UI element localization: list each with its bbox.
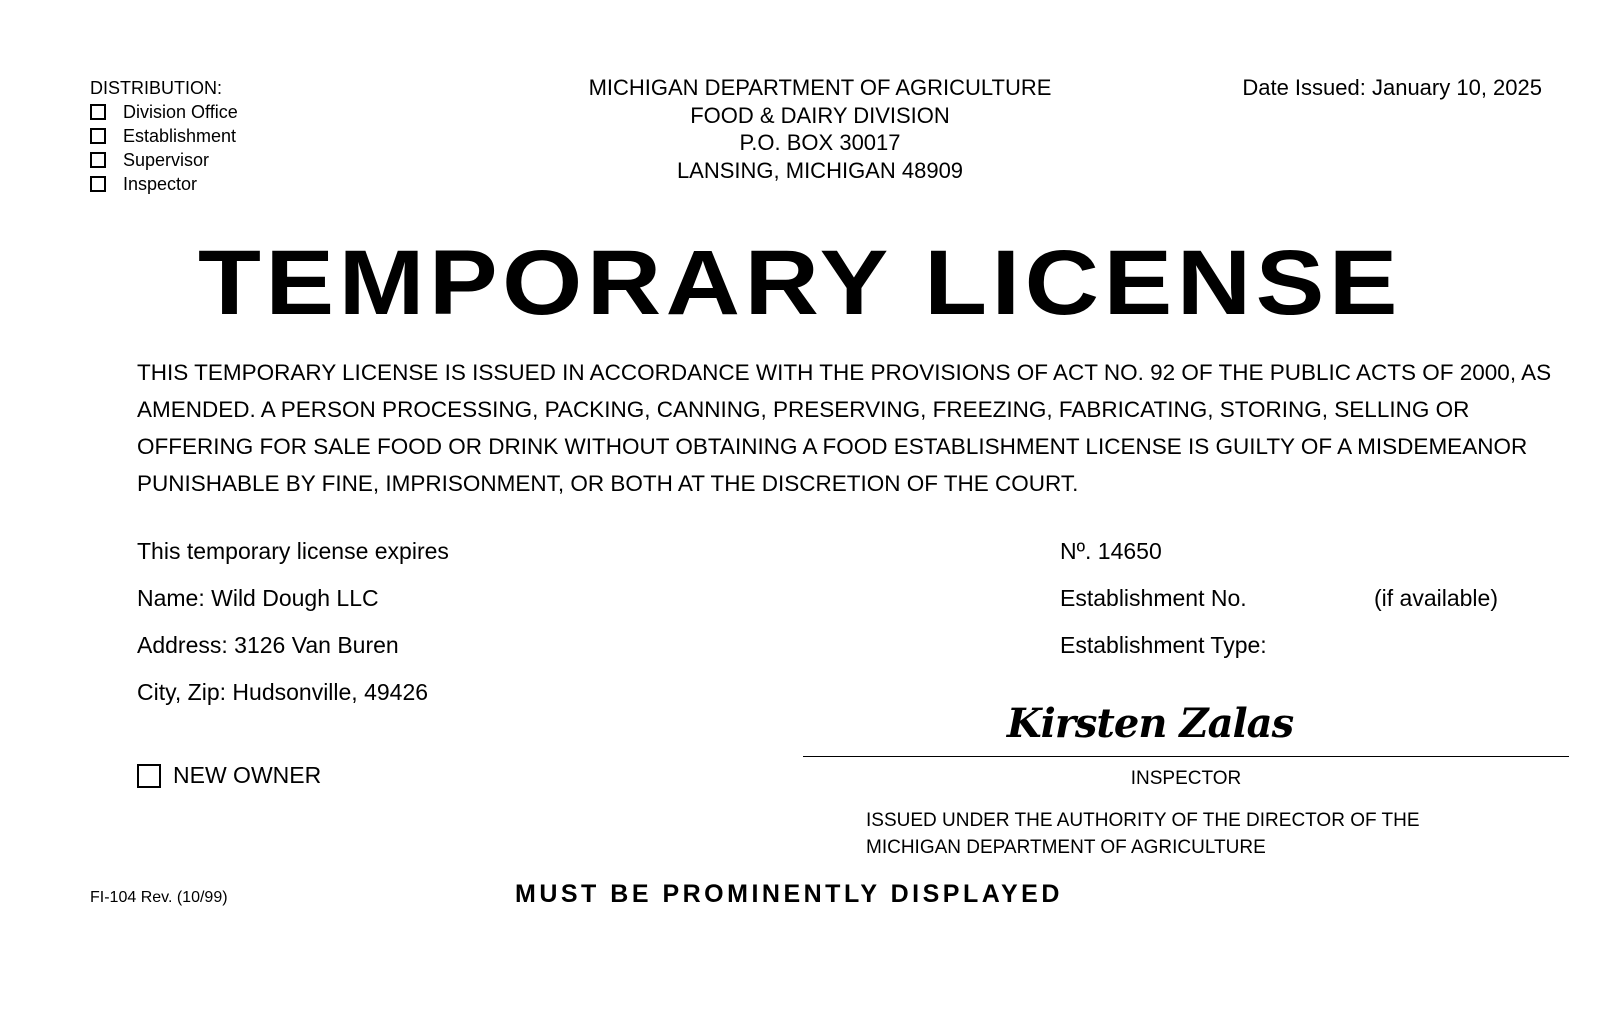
checkbox[interactable] (90, 128, 106, 144)
checkbox[interactable] (90, 104, 106, 120)
distribution-item-division-office[interactable] (90, 100, 238, 124)
distribution-item-label: Establishment (123, 126, 237, 146)
display-notice: MUST BE PROMINENTLY DISPLAYED (515, 880, 1063, 908)
header-city: LANSING, MICHIGAN 48909 (676, 157, 964, 183)
inspector-label: INSPECTOR (1130, 768, 1242, 789)
name-field: Name: Wild Dough LLC (137, 585, 379, 611)
establishment-number-field: Establishment No. (1060, 585, 1247, 611)
department-header (520, 74, 1120, 184)
authority-statement (866, 807, 1526, 861)
distribution-item-establishment[interactable] (90, 124, 238, 148)
license-number: Nº. 14650 (1060, 538, 1162, 564)
new-owner-label: NEW OWNER (173, 762, 322, 788)
license-terms: THIS TEMPORARY LICENSE IS ISSUED IN ACCORDANCE WITH THE PROVISIONS OF ACT NO. 92 OF THE PUBLIC ACTS OF 2000, AS AMENDED. A PERSON PROCESSING, PACKING, CANNING, PRESERVING, FREEZING, FABRICATING, STORING, SELLING OR OFFERING FOR SALE FOOD OR DRINK WITHOUT OBTAINING A FOOD ESTABLISHMENT LICENSE IS GUILTY OF A MISDEMEANOR PUNISHABLE BY FINE, IMPRISONMENT, OR BOTH AT THE DISCRETION OF THE COURT. (137, 360, 1552, 496)
checkbox[interactable] (90, 176, 106, 192)
distribution-item-label: Division Office (123, 102, 238, 122)
distribution-item-label: Inspector (123, 174, 198, 194)
city-zip-field: City, Zip: Hudsonville, 49426 (137, 679, 429, 705)
if-available-note: (if available) (1374, 585, 1498, 611)
header-division: FOOD & DAIRY DIVISION (690, 102, 950, 128)
document-title: TEMPORARY LICENSE (197, 232, 1402, 334)
checkbox[interactable] (90, 152, 106, 168)
signature-line (803, 756, 1569, 757)
new-owner-option[interactable] (137, 762, 321, 789)
distribution-item-inspector[interactable] (90, 172, 238, 196)
date-issued: Date Issued: January 10, 2025 (1242, 75, 1542, 100)
new-owner-checkbox[interactable] (137, 764, 161, 788)
header-department: MICHIGAN DEPARTMENT OF AGRICULTURE (588, 75, 1052, 100)
distribution-item-supervisor[interactable] (90, 148, 238, 172)
address-field: Address: 3126 Van Buren (137, 632, 399, 658)
distribution-item-label: Supervisor (123, 150, 210, 170)
establishment-type-field: Establishment Type: (1060, 632, 1267, 658)
header-po-box: P.O. BOX 30017 (739, 130, 901, 155)
expiration-field: This temporary license expires (137, 538, 449, 564)
authority-line: MICHIGAN DEPARTMENT OF AGRICULTURE (866, 837, 1266, 858)
authority-line: ISSUED UNDER THE AUTHORITY OF THE DIRECTOR OF THE (866, 810, 1420, 831)
distribution-label: DISTRIBUTION: (90, 78, 223, 98)
inspector-signature: Kirsten Zalas (1006, 700, 1294, 747)
distribution-list (90, 76, 238, 196)
form-number: FI-104 Rev. (10/99) (90, 889, 228, 906)
